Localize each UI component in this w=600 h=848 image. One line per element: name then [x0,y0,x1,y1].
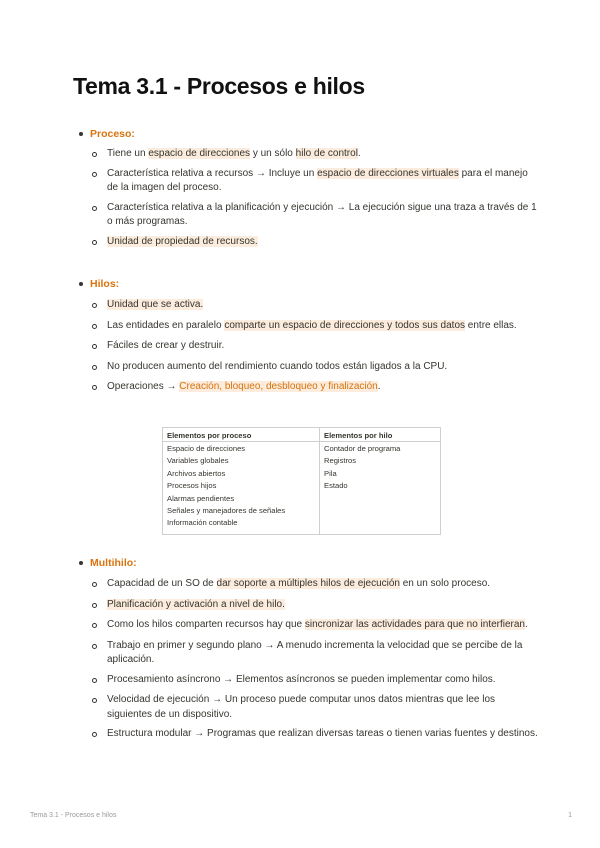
table-cell-item: Contador de programa [324,444,401,453]
table-cell [163,442,320,535]
list-item: Característica relativa a la planificación y ejecución → La ejecución sigue una traza a través de 1 o más programas. [79,201,540,230]
list-item: Operaciones → Creación, bloqueo, desbloqueo y finalización. [79,380,540,395]
list-item: Característica relativa a recursos → Incluye un espacio de direcciones virtuales para el manejo de la imagen del proceso. [79,167,540,196]
list-item: Como los hilos comparten recursos hay que sincronizar las actividades para que no interfieran. [79,618,540,633]
list-item: Planificación y activación a nivel de hilo. [79,598,540,613]
list-item: Estructura modular → Programas que realizan diversas tareas o tienen varias fuentes y destinos. [79,727,540,742]
list-item: Trabajo en primer y segundo plano → A menudo incrementa la velocidad que se percibe de la aplicación. [79,639,540,668]
section-heading: Hilos: [79,277,540,291]
table-cell-item: Información contable [167,518,238,528]
table-header: Elementos por hilo [320,428,441,442]
section-hilos [79,277,540,395]
process-thread-table [162,427,441,535]
section-heading: Multihilo: [79,556,540,570]
list-item: Procesamiento asíncrono → Elementos asíncronos se pueden implementar como hilos. [79,673,540,688]
list-item: Fáciles de crear y destruir. [79,339,540,354]
table-cell-item: Señales y manejadores de señales [167,506,286,516]
list-item: Unidad que se activa. [79,298,540,313]
section-heading: Proceso: [79,127,540,141]
list-item: Capacidad de un SO de dar soporte a múltiples hilos de ejecución en un solo proceso. [79,577,540,592]
list-item: Las entidades en paralelo comparte un espacio de direcciones y todos sus datos entre ellas. [79,319,540,334]
table-cell-item: Espacio de direcciones [167,444,246,453]
table-cell-item: Registros [324,456,357,466]
table-cell-item: Alarmas pendientes [167,493,235,503]
list-item: Tiene un espacio de direcciones y un sólo hilo de control. [79,147,540,162]
page-number: 1 [568,812,572,819]
table-cell [320,442,441,535]
list-item: No producen aumento del rendimiento cuando todos están ligados a la CPU. [79,360,540,375]
table-cell-item: Variables globales [167,456,229,466]
section-multihilo [79,556,540,742]
section-proceso [79,127,540,249]
page-title: Tema 3.1 - Procesos e hilos [73,73,365,99]
table-cell-item: Procesos hijos [167,481,217,491]
footer-title: Tema 3.1 - Procesos e hilos [30,812,117,819]
list-item: Velocidad de ejecución → Un proceso puede computar unos datos mientras que lee los siguientes de un dispositivo. [79,693,540,722]
table-cell-item: Estado [324,481,348,491]
table-cell-item: Pila [324,468,337,478]
table-cell-item: Archivos abiertos [167,468,226,478]
list-item: Unidad de propiedad de recursos. [79,235,540,250]
table-header: Elementos por proceso [163,428,320,442]
